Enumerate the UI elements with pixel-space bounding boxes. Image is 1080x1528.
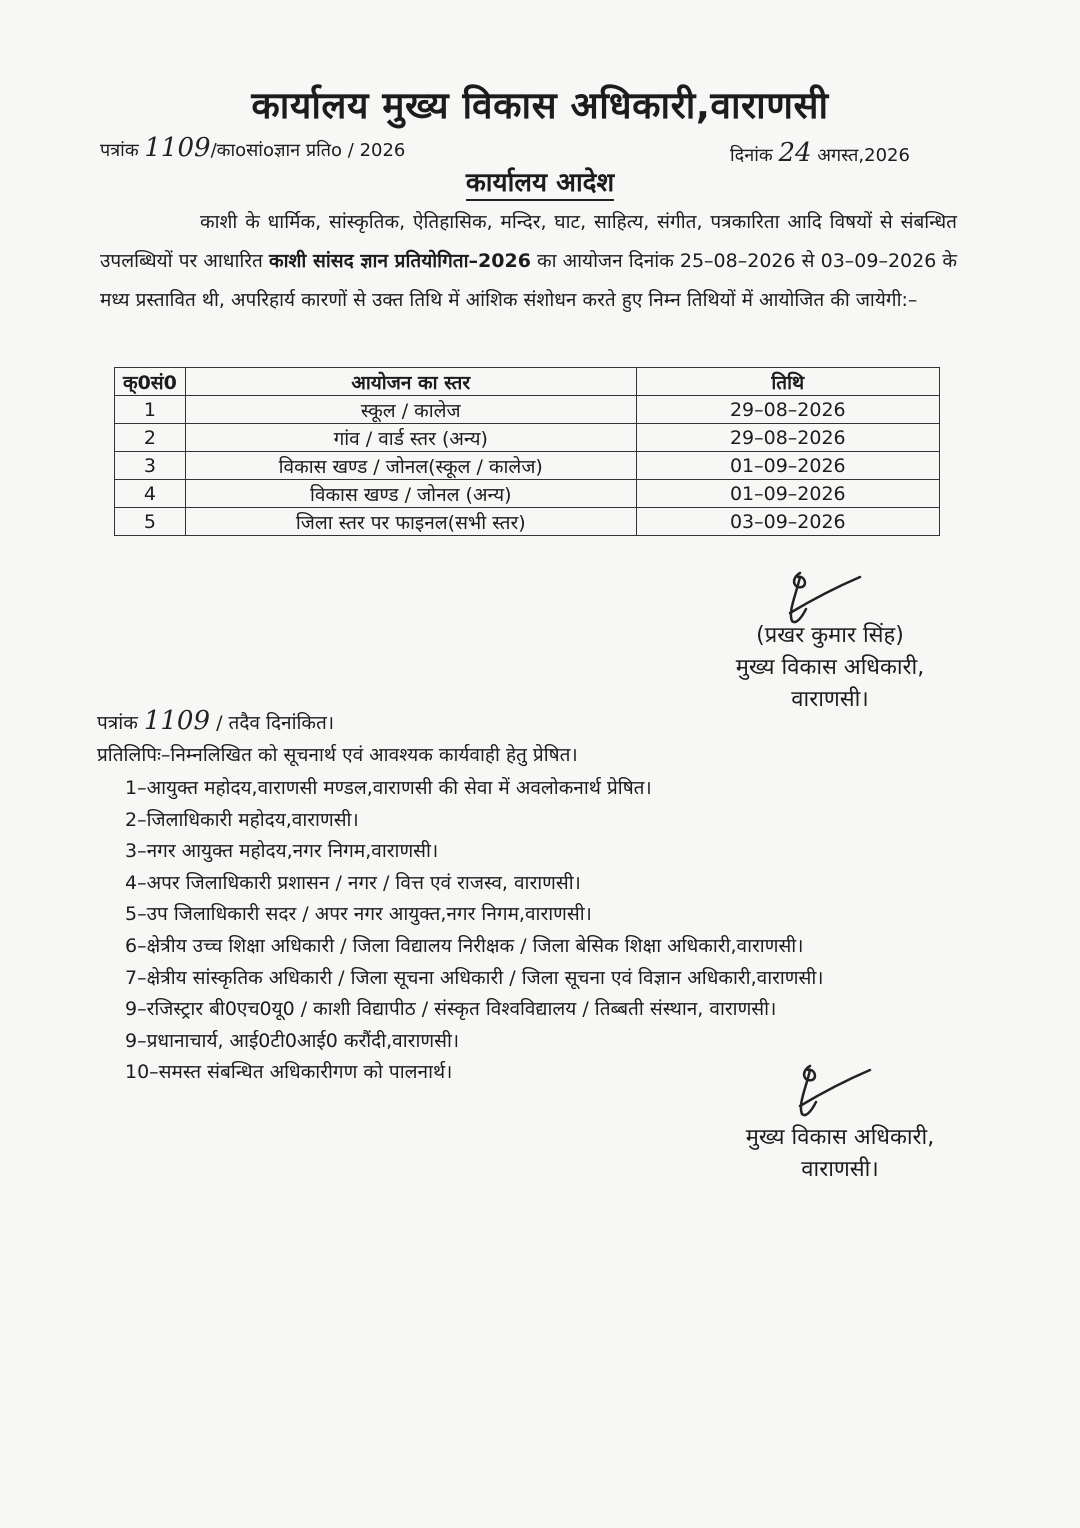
copy-reference-line xyxy=(97,706,334,736)
row-date: 29–08–2026 xyxy=(636,396,939,424)
row-date: 03–09–2026 xyxy=(636,508,939,536)
closing-designation: मुख्य विकास अधिकारी, xyxy=(745,1125,935,1150)
header-serial-number: क्0सं0 xyxy=(115,368,186,396)
date-label: दिनांक xyxy=(730,145,773,166)
row-level: गांव / वार्ड स्तर (अन्य) xyxy=(185,424,636,452)
copy-reference-number-handwritten: 1109 xyxy=(143,706,211,736)
reference-number-handwritten: 1109 xyxy=(144,133,211,163)
list-item: 6–क्षेत्रीय उच्च शिक्षा अधिकारी / जिला विद्यालय निरीक्षक / जिला बेसिक शिक्षा अधिकारी,वाराणसी। xyxy=(125,934,804,957)
order-body-part1: काशी के धार्मिक, सांस्कृतिक, ऐतिहासिक, मन्दिर, घाट, साहित्य, संगीत, पत्रकारिता आदि विषयों से संबन्धित उपलब्धियों पर आधारित xyxy=(100,211,957,272)
signature-mark xyxy=(770,565,870,627)
schedule-table xyxy=(114,367,940,536)
row-serial: 4 xyxy=(115,480,186,508)
row-serial: 2 xyxy=(115,424,186,452)
order-body-part2: का आयोजन दिनांक 25–08–2026 से 03–09–2026 के मध्य प्रस्तावित थी, अपरिहार्य कारणों से उक्त तिथि में आंशिक संशोधन करते हुए निम्न तिथियों में आयोजित की जायेगी:– xyxy=(100,250,958,311)
order-heading: कार्यालय आदेश xyxy=(0,163,1080,199)
list-item: 9–प्रधानाचार्य, आई0टी0आई0 करौंदी,वाराणसी। xyxy=(125,1029,460,1052)
row-level: स्कूल / कालेज xyxy=(185,396,636,424)
row-date: 01–09–2026 xyxy=(636,480,939,508)
row-date: 29–08–2026 xyxy=(636,424,939,452)
row-level: विकास खण्ड / जोनल (अन्य) xyxy=(185,480,636,508)
date-suffix: अगस्त,2026 xyxy=(817,145,910,166)
row-serial: 3 xyxy=(115,452,186,480)
copy-heading: प्रतिलिपिः–निम्नलिखित को सूचनार्थ एवं आवश्यक कार्यवाही हेतु प्रेषित। xyxy=(97,744,578,766)
row-level: जिला स्तर पर फाइनल(सभी स्तर) xyxy=(185,508,636,536)
signatory-block xyxy=(700,620,960,716)
closing-signature-mark xyxy=(780,1058,880,1120)
row-serial: 5 xyxy=(115,508,186,536)
header-event-level: आयोजन का स्तर xyxy=(185,368,636,396)
signatory-designation: मुख्य विकास अधिकारी, xyxy=(735,655,925,680)
copy-reference-label: पत्रांक xyxy=(97,712,138,734)
reference-number-line xyxy=(100,133,405,163)
table-row xyxy=(115,424,940,452)
list-item: 3–नगर आयुक्त महोदय,नगर निगम,वाराणसी। xyxy=(125,840,439,863)
signatory-place: वाराणसी। xyxy=(791,687,869,712)
list-item: 4–अपर जिलाधिकारी प्रशासन / नगर / वित्त एवं राजस्व, वाराणसी। xyxy=(125,871,581,894)
table-row xyxy=(115,396,940,424)
table-row xyxy=(115,452,940,480)
signatory-name: (प्रखर कुमार सिंह) xyxy=(756,623,904,648)
copy-reference-suffix: / तदैव दिनांकित। xyxy=(216,712,335,734)
order-body xyxy=(100,203,957,320)
reference-label: पत्रांक xyxy=(100,140,139,161)
row-serial: 1 xyxy=(115,396,186,424)
row-date: 01–09–2026 xyxy=(636,452,939,480)
table-row xyxy=(115,508,940,536)
closing-signatory-block xyxy=(715,1122,965,1186)
schedule-header-row xyxy=(115,368,940,396)
list-item: 5–उप जिलाधिकारी सदर / अपर नगर आयुक्त,नगर निगम,वाराणसी। xyxy=(125,903,592,926)
header-date: तिथि xyxy=(636,368,939,396)
reference-suffix: /काoसांoज्ञान प्रतिo / 2026 xyxy=(210,140,406,161)
copy-recipients-list xyxy=(125,773,824,1089)
list-item: 1–आयुक्त महोदय,वाराणसी मण्डल,वाराणसी की सेवा में अवलोकनार्थ प्रेषित। xyxy=(125,777,652,799)
list-item: 9–रजिस्ट्रार बी0एच0यू0 / काशी विद्यापीठ / संस्कृत विश्वविद्यालय / तिब्बती संस्थान, वाराणसी। xyxy=(125,998,777,1021)
date-day-handwritten: 24 xyxy=(778,138,812,168)
row-level: विकास खण्ड / जोनल(स्कूल / कालेज) xyxy=(185,452,636,480)
list-item: 7–क्षेत्रीय सांस्कृतिक अधिकारी / जिला सूचना अधिकारी / जिला सूचना एवं विज्ञान अधिकारी,वाराणसी। xyxy=(125,966,824,989)
closing-place: वाराणसी। xyxy=(801,1157,879,1182)
list-item: 2–जिलाधिकारी महोदय,वाराणसी। xyxy=(125,808,359,831)
competition-name: काशी सांसद ज्ञान प्रतियोगिता–2026 xyxy=(268,250,531,272)
table-row xyxy=(115,480,940,508)
office-title: कार्यालय मुख्य विकास अधिकारी,वाराणसी xyxy=(251,84,829,127)
list-item: 10–समस्त संबन्धित अधिकारीगण को पालनार्थ। xyxy=(125,1061,453,1084)
